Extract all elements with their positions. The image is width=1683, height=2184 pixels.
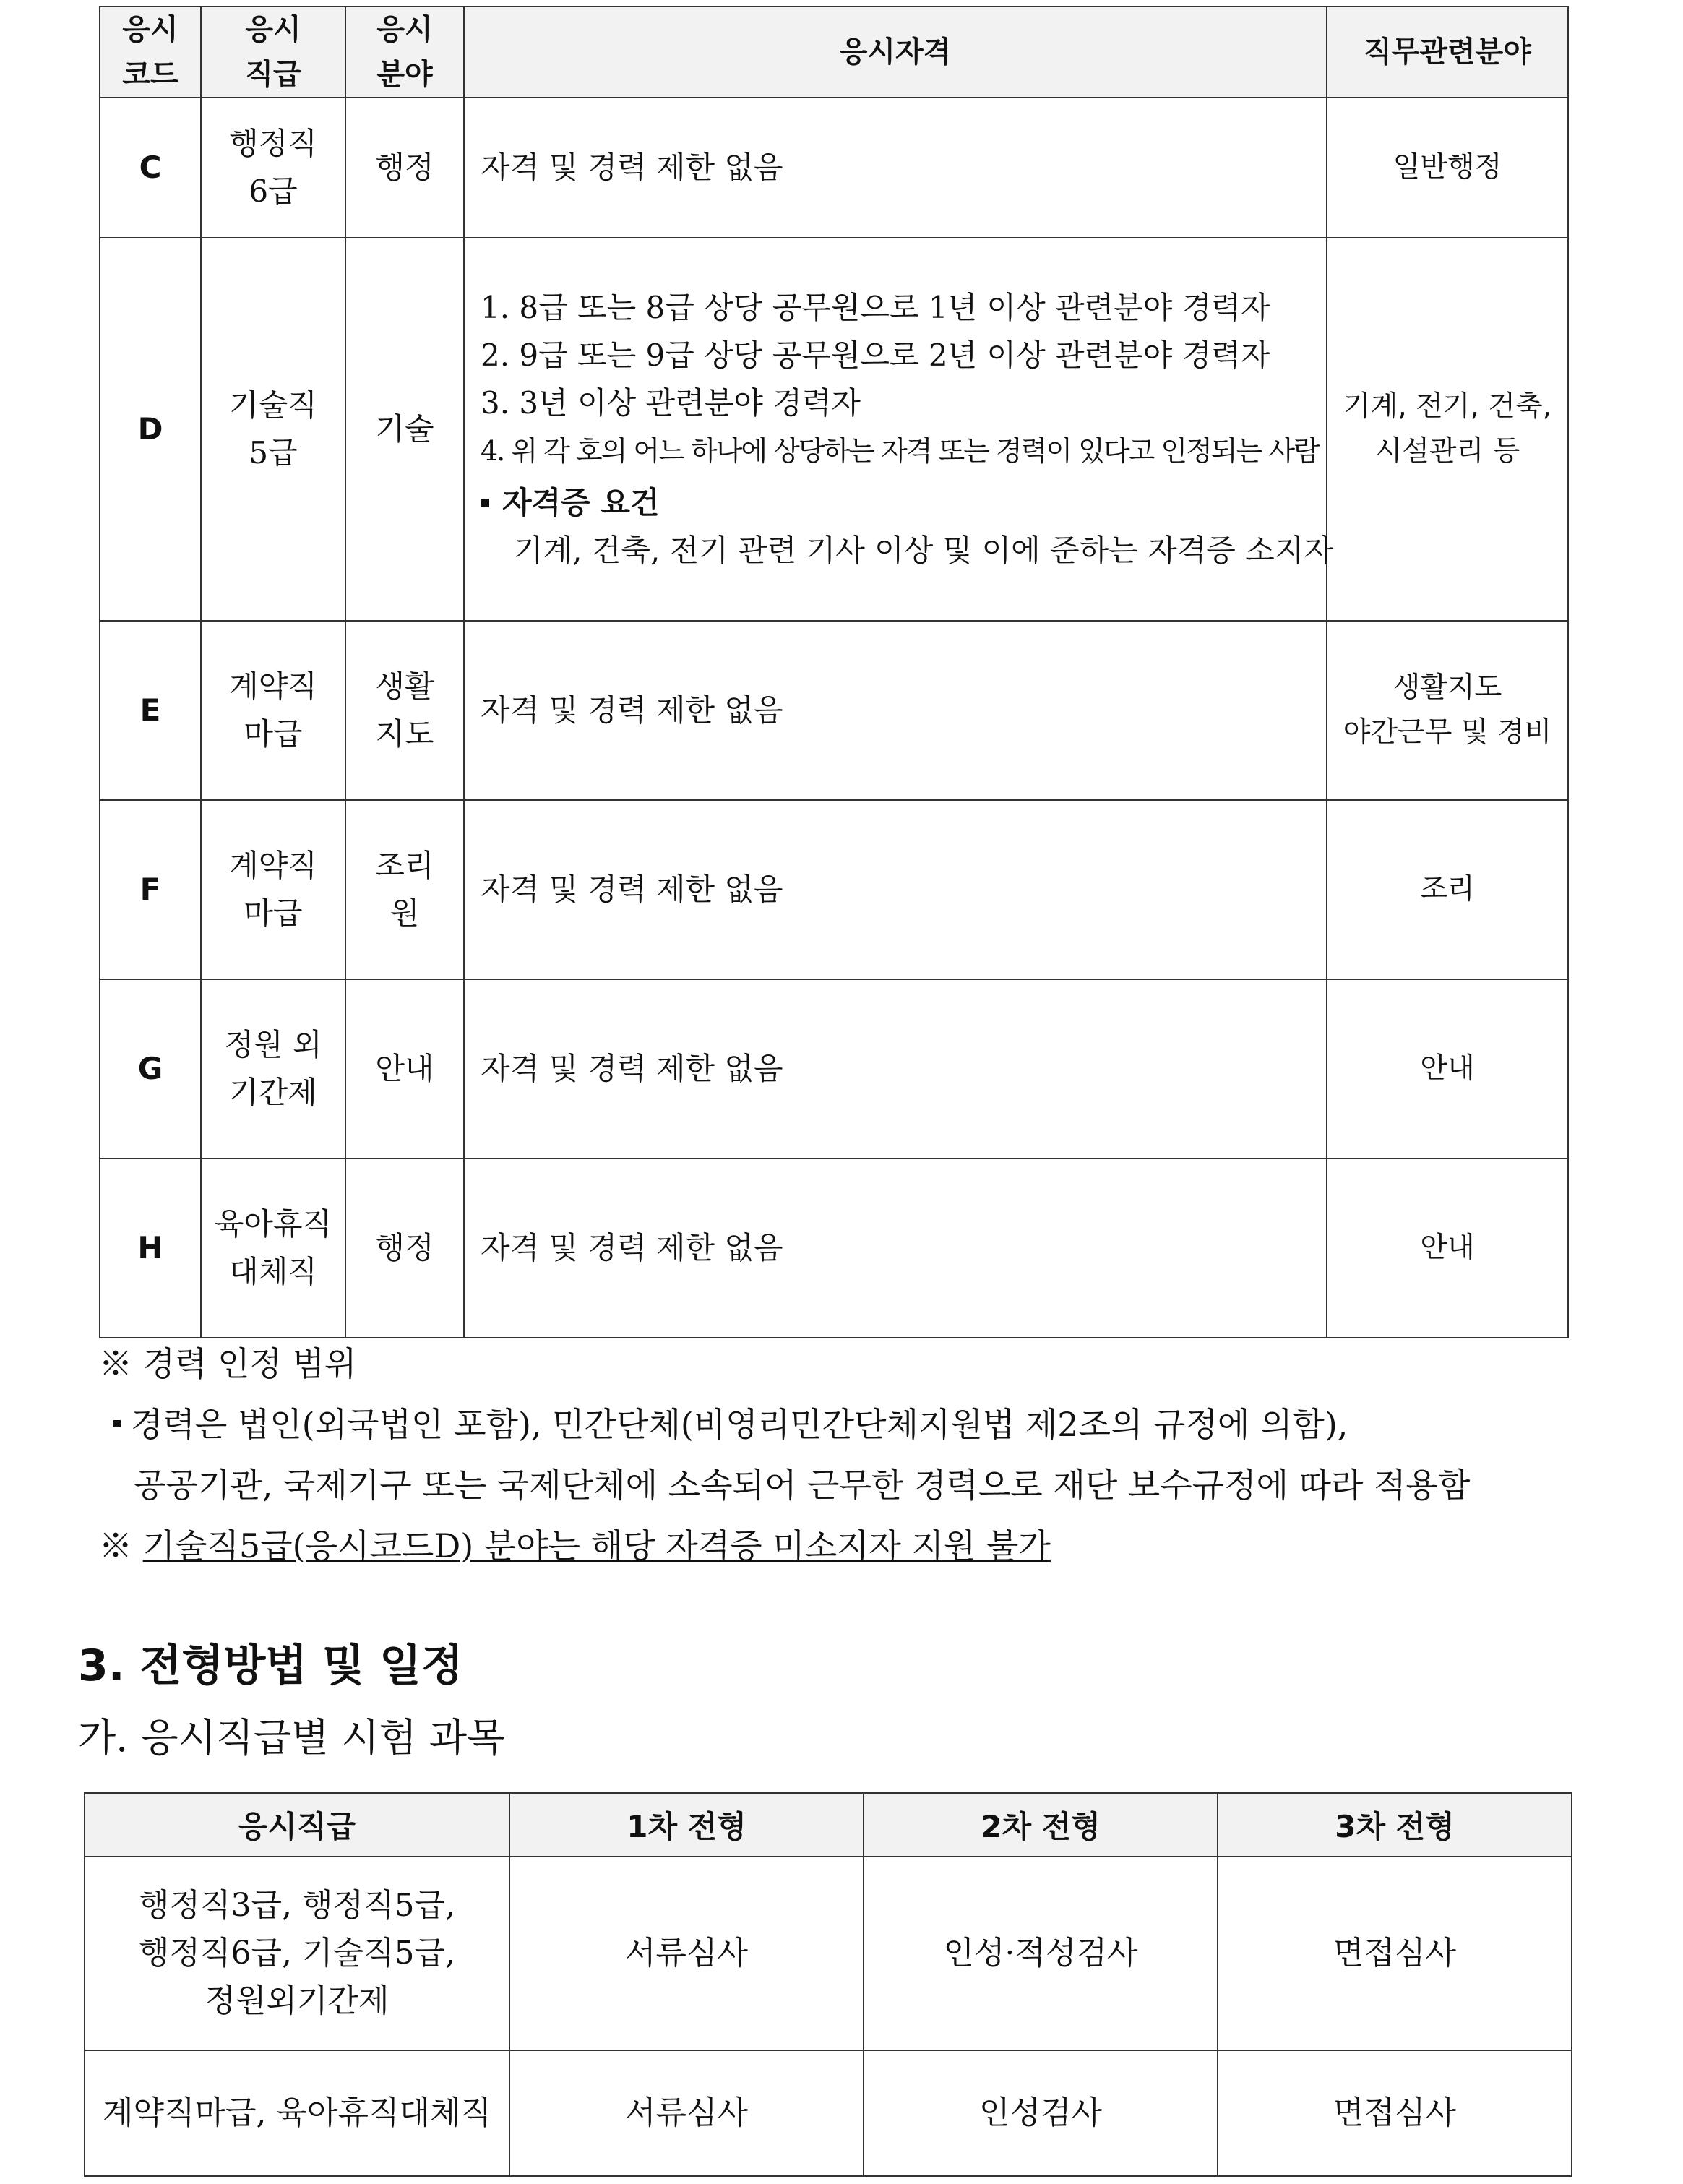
header-code: 응시 코드 (100, 7, 201, 98)
note-career-range-line: 경력은 법인(외국법인 포함), 민간단체(비영리민간단체지원법 제2조의 규정에 의함), (99, 1394, 1617, 1455)
table-row (100, 1158, 1568, 1338)
header-qualification: 응시자격 (464, 7, 1327, 98)
qualification-item-2: 2. 9급 또는 9급 상당 공무원으로 2년 이상 관련분야 경력자 (481, 338, 1270, 373)
row-related-field: 안내 (1327, 979, 1568, 1158)
row-grade: 육아휴직 대체직 (201, 1158, 345, 1338)
row-second-stage: 인성검사 (864, 2050, 1218, 2176)
row-code: G (100, 979, 201, 1158)
row-grades: 계약직마급, 육아휴직대체직 (85, 2050, 509, 2176)
table-row (100, 800, 1568, 979)
row-related-field: 안내 (1327, 1158, 1568, 1338)
header-grade: 응시직급 (85, 1793, 509, 1857)
header-field: 응시 분야 (345, 7, 464, 98)
header-related-field: 직무관련분야 (1327, 7, 1568, 98)
row-field: 조리 원 (345, 800, 464, 979)
table-row (100, 621, 1568, 800)
note-career-range-title: ※ 경력 인정 범위 (99, 1344, 357, 1383)
row-first-stage: 서류심사 (509, 1857, 864, 2050)
table-row (85, 1857, 1572, 2050)
certificate-requirement-title: 자격증 요건 (481, 479, 1326, 527)
row-field: 행정 (345, 1158, 464, 1338)
row-qualification: 자격 및 경력 제한 없음 (464, 1158, 1327, 1338)
section-title: 3. 전형방법 및 일정 (78, 1641, 463, 1691)
row-code: E (100, 621, 201, 800)
row-qualification: 자격 및 경력 제한 없음 (464, 979, 1327, 1158)
exam-subjects-table (84, 1792, 1572, 2177)
row-third-stage: 면접심사 (1218, 2050, 1572, 2176)
row-grades: 행정직3급, 행정직5급, 행정직6급, 기술직5급, 정원외기간제 (85, 1857, 509, 2050)
square-bullet-icon (113, 1420, 121, 1427)
header-third-stage: 3차 전형 (1218, 1793, 1572, 1857)
row-field: 기술 (345, 238, 464, 621)
row-related-field: 기계, 전기, 건축, 시설관리 등 (1327, 238, 1568, 621)
row-qualification: 자격 및 경력 제한 없음 (464, 800, 1327, 979)
reference-mark-icon: ※ (99, 1344, 132, 1383)
subsection-title: 가. 응시직급별 시험 과목 (78, 1715, 505, 1760)
row-grade: 계약직 마급 (201, 800, 345, 979)
table-row (100, 238, 1568, 621)
table-header-row (85, 1793, 1572, 1857)
row-first-stage: 서류심사 (509, 2050, 864, 2176)
header-grade: 응시 직급 (201, 7, 345, 98)
row-grade: 기술직 5급 (201, 238, 345, 621)
reference-mark-icon: ※ (99, 1526, 132, 1565)
row-related-field: 생활지도 야간근무 및 경비 (1327, 621, 1568, 800)
note-career-range-line: 공공기관, 국제기구 또는 국제단체에 소속되어 근무한 경력으로 재단 보수규정에 따라 적용함 (134, 1466, 1471, 1505)
row-second-stage: 인성·적성검사 (864, 1857, 1218, 2050)
table-row (85, 2050, 1572, 2176)
notes-block (99, 1333, 1617, 1576)
row-grade: 계약직 마급 (201, 621, 345, 800)
row-code: D (100, 238, 201, 621)
row-field: 생활 지도 (345, 621, 464, 800)
row-qualification: 자격 및 경력 제한 없음 (464, 98, 1327, 238)
row-code: H (100, 1158, 201, 1338)
row-field: 안내 (345, 979, 464, 1158)
header-first-stage: 1차 전형 (509, 1793, 864, 1857)
row-third-stage: 면접심사 (1218, 1857, 1572, 2050)
row-grade: 정원 외 기간제 (201, 979, 345, 1158)
table-header-row (100, 7, 1568, 98)
table-row (100, 98, 1568, 238)
row-grade: 행정직 6급 (201, 98, 345, 238)
square-bullet-icon (481, 499, 489, 507)
qualification-item-4: 4. 위 각 호의 어느 하나에 상당하는 자격 또는 경력이 있다고 인정되는 사람 (481, 435, 1319, 467)
qualification-item-1: 1. 8급 또는 8급 상당 공무원으로 1년 이상 관련분야 경력자 (481, 290, 1270, 325)
note-restriction (99, 1516, 1617, 1576)
row-related-field: 일반행정 (1327, 98, 1568, 238)
qualification-item-3: 3. 3년 이상 관련분야 경력자 (481, 385, 861, 421)
header-second-stage: 2차 전형 (864, 1793, 1218, 1857)
restriction-text: 기술직5급(응시코드D) 분야는 해당 자격증 미소지자 지원 불가 (142, 1526, 1051, 1565)
row-related-field: 조리 (1327, 800, 1568, 979)
certificate-requirement-body: 기계, 건축, 전기 관련 기사 이상 및 이에 준하는 자격증 소지자 (514, 533, 1333, 568)
row-code: C (100, 98, 201, 238)
row-qualification (464, 238, 1333, 621)
table-row (100, 979, 1568, 1158)
qualification-table (99, 6, 1569, 1338)
row-field: 행정 (345, 98, 464, 238)
row-qualification: 자격 및 경력 제한 없음 (464, 621, 1327, 800)
row-code: F (100, 800, 201, 979)
